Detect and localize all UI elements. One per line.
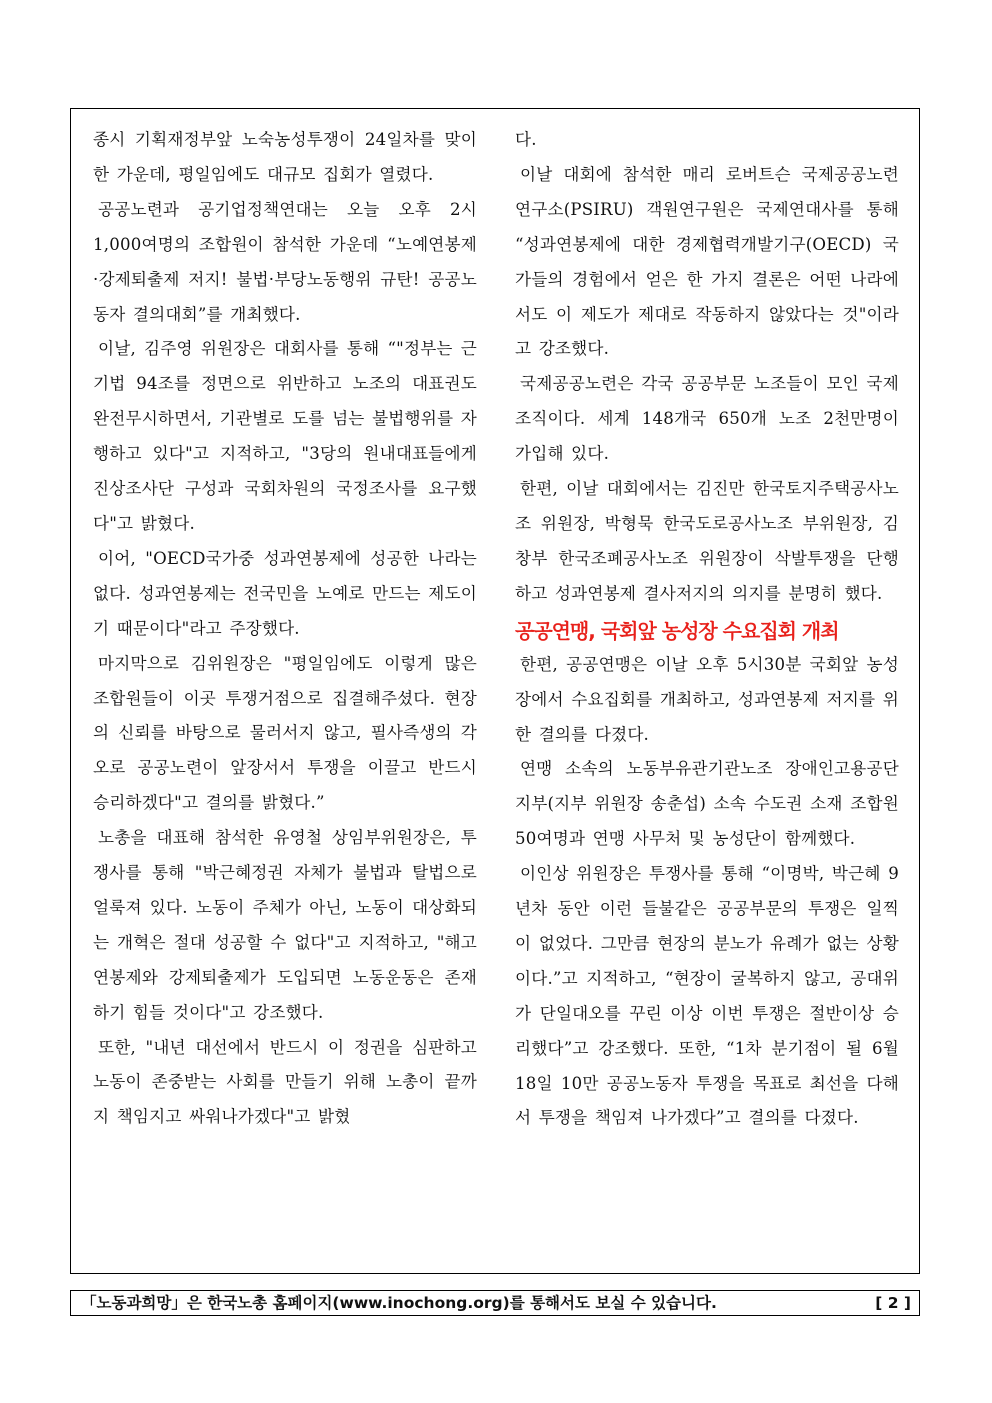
right-paragraph-6: 연맹 소속의 노동부유관기관노조 장애인고용공단지부(지부 위원장 송춘섭) 소속 수도권 소재 조합원 50여명과 연맹 사무처 및 농성단이 함께했다. xyxy=(515,759,899,849)
left-paragraph-5: 마지막으로 김위원장은 "평일임에도 이렇게 많은 조합원들이 이곳 투쟁거점으로 집결해주셨다. 현장의 신뢰를 바탕으로 물러서지 않고, 필사즉생의 각오로 공공노련이 앞장서서 투쟁을 이끌고 반드시 승리하겠다"고 결의를 밝혔다.” xyxy=(93,653,477,813)
left-paragraph-7: 또한, "내년 대선에서 반드시 이 정권을 심판하고 노동이 존중받는 사회를 만들기 위해 노총이 끝까지 책임지고 싸워나가겠다"고 밝혔 xyxy=(93,1037,477,1127)
right-paragraph-3: 국제공공노련은 각국 공공부문 노조들이 모인 국제조직이다. 세계 148개국 650개 노조 2천만명이 가입해 있다. xyxy=(515,374,899,464)
section-heading: 공공연맹, 국회앞 농성장 수요집회 개최 xyxy=(515,618,839,643)
right-paragraph-7: 이인상 위원장은 투쟁사를 통해 “이명박, 박근혜 9년차 동안 이런 들불같은 공공부문의 투쟁은 일찍이 없었다. 그만큼 현장의 분노가 유례가 없는 상황이다.”고 지적하고, “현장이 굴복하지 않고, 공대위가 단일대오를 꾸린 이상 이번 투쟁은 절반이상 승리했다”고 강조했다. 또한, “1차 분기점이 될 6월18일 10만 공공노동자 투쟁을 목표로 최선을 다해서 투쟁을 책임져 나가겠다”고 결의를 다졌다. xyxy=(515,864,899,1128)
left-paragraph-4: 이어, "OECD국가중 성과연봉제에 성공한 나라는 없다. 성과연봉제는 전국민을 노예로 만드는 제도이기 때문이다"라고 주장했다. xyxy=(93,548,477,638)
left-paragraph-1: 종시 기획재정부앞 노숙농성투쟁이 24일차를 맞이한 가운데, 평일임에도 대규모 집회가 열렸다. xyxy=(93,130,477,184)
page-number: [ 2 ] xyxy=(875,1294,911,1312)
footer-bar xyxy=(70,1290,920,1316)
right-paragraph-5: 한편, 공공연맹은 이날 오후 5시30분 국회앞 농성장에서 수요집회를 개최하고, 성과연봉제 저지를 위한 결의를 다졌다. xyxy=(515,654,899,744)
right-column xyxy=(515,123,899,1136)
left-column xyxy=(93,123,477,1135)
footer-text: 「노동과희망」은 한국노총 홈페이지(www.inochong.org)를 통해서도 보실 수 있습니다. xyxy=(81,1294,717,1312)
article-frame xyxy=(70,108,920,1274)
right-paragraph-2: 이날 대회에 참석한 매리 로버트슨 국제공공노련 연구소(PSIRU) 객원연구원은 국제연대사를 통해 “성과연봉제에 대한 경제협력개발기구(OECD) 국가들의 경험에서 얻은 한 가지 결론은 어떤 나라에서도 이 제도가 제대로 작동하지 않았다는 것"이라고 강조했다. xyxy=(515,164,899,359)
right-paragraph-4: 한편, 이날 대회에서는 김진만 한국토지주택공사노조 위원장, 박형묵 한국도로공사노조 부위원장, 김창부 한국조폐공사노조 위원장이 삭발투쟁을 단행하고 성과연봉제 결사저지의 의지를 분명히 했다. xyxy=(515,479,899,603)
left-paragraph-3: 이날, 김주영 위원장은 대회사를 통해 “"정부는 근기법 94조를 정면으로 위반하고 노조의 대표권도 완전무시하면서, 기관별로 도를 넘는 불법행위를 자행하고 있다"고 지적하고, "3당의 원내대표들에게 진상조사단 구성과 국회차원의 국정조사를 요구했다"고 밝혔다. xyxy=(93,339,477,533)
left-paragraph-6: 노총을 대표해 참석한 유영철 상임부위원장은, 투쟁사를 통해 "박근혜정권 자체가 불법과 탈법으로 얼룩져 있다. 노동이 주체가 아닌, 노동이 대상화되는 개혁은 절대 성공할 수 없다"고 지적하고, "해고연봉제와 강제퇴출제가 도입되면 노동운동은 존재하기 힘들 것이다"고 강조했다. xyxy=(93,828,477,1022)
left-paragraph-2: 공공노련과 공기업정책연대는 오늘 오후 2시 1,000여명의 조합원이 참석한 가운데 “노예연봉제·강제퇴출제 저지! 불법·부당노동행위 규탄! 공공노동자 결의대회”를 개최했다. xyxy=(93,199,477,324)
right-paragraph-1: 다. xyxy=(515,130,537,149)
